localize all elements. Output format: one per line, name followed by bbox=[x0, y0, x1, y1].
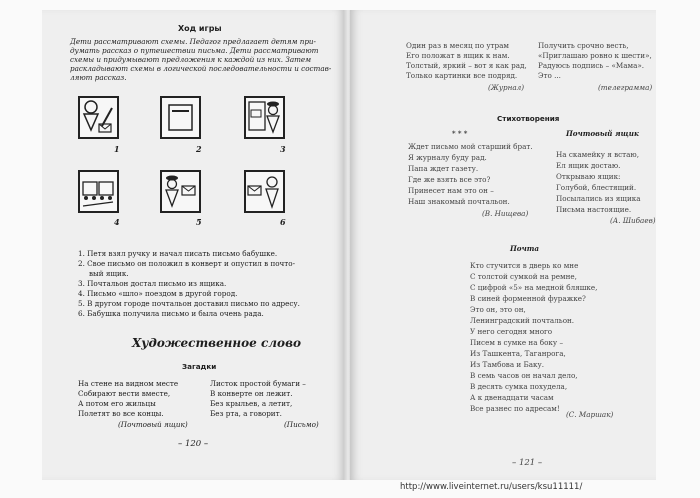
poem3-line-3: С цифрой «5» на медной бляшке, bbox=[470, 283, 598, 292]
poem3-line-7: У него сегодня много bbox=[470, 327, 553, 336]
intro-line-4: раскладывают схемы в логической последовательности и состав- bbox=[70, 64, 332, 73]
poem1-author: (В. Нищева) bbox=[482, 209, 529, 218]
poem1-line-6: Наш знакомый почтальон. bbox=[408, 197, 510, 206]
poem3-line-2: С толстой сумкой на ремне, bbox=[470, 272, 577, 281]
postman-mailbox-icon bbox=[246, 98, 283, 137]
mailbox-icon bbox=[162, 98, 199, 137]
scheme-panel-2 bbox=[160, 96, 201, 139]
panel-number-4: 4 bbox=[114, 217, 120, 227]
poem-stars: * * * bbox=[452, 129, 468, 138]
top-right-line-4: Это ... bbox=[538, 71, 561, 80]
train-icon bbox=[80, 172, 117, 211]
poem3-line-13: А к двенадцати часам bbox=[470, 393, 554, 402]
poem3-line-4: В синей форменной фуражке? bbox=[470, 294, 586, 303]
scheme-panel-4 bbox=[78, 170, 119, 213]
top-right-line-1: Получить срочно весть, bbox=[538, 41, 629, 50]
panel-number-6: 6 bbox=[280, 217, 286, 227]
step-line-6: 5. В другом городе почтальон доставил письмо по адресу. bbox=[78, 299, 300, 308]
riddle2-line-4: Без рта, а говорит. bbox=[210, 409, 282, 418]
top-left-answer: (Журнал) bbox=[488, 83, 525, 92]
poem3-line-12: В десять сумка похудела, bbox=[470, 382, 568, 391]
top-left-line-2: Его положат в ящик к нам. bbox=[406, 51, 510, 60]
poem3-title: Почта bbox=[510, 244, 539, 253]
left-page-number: – 120 – bbox=[178, 439, 209, 449]
top-left-line-1: Один раз в месяц по утрам bbox=[406, 41, 510, 50]
poem3-line-1: Кто стучится в дверь ко мне bbox=[470, 261, 579, 270]
intro-line-5: ляют рассказ. bbox=[70, 73, 127, 82]
poem3-line-5: Это он, это он, bbox=[470, 305, 526, 314]
poem2-line-1: На скамейку я встаю, bbox=[556, 150, 639, 159]
riddle1-line-4: Полетят во все концы. bbox=[78, 409, 164, 418]
top-right-answer: (телеграмма) bbox=[598, 83, 653, 92]
scheme-panel-6 bbox=[244, 170, 285, 213]
scheme-panel-3 bbox=[244, 96, 285, 139]
scheme-panel-5 bbox=[160, 170, 201, 213]
poem1-line-2: Я журналу буду рад. bbox=[408, 153, 487, 162]
poem1-line-5: Принесет нам это он – bbox=[408, 186, 494, 195]
poem1-line-4: Где же взять все это? bbox=[408, 175, 491, 184]
grandmother-letter-icon bbox=[246, 172, 283, 211]
riddle2-line-2: В конверте он лежит. bbox=[210, 389, 293, 398]
intro-line-3: схемы и придумывают предложения к каждой из них. Затем bbox=[70, 55, 312, 64]
step-line-3: вый ящик. bbox=[89, 269, 129, 278]
poem2-line-2: Ел ящик достаю. bbox=[556, 161, 621, 170]
panel-number-2: 2 bbox=[196, 144, 202, 154]
step-line-2: 2. Свое письмо он положил в конверт и опустил в почто- bbox=[78, 259, 296, 268]
poem2-author: (А. Шибаев) bbox=[610, 216, 656, 225]
intro-line-1: Дети рассматривают схемы. Педагог предлагает детям при- bbox=[70, 37, 316, 46]
poem3-line-9: Из Ташкента, Таганрога, bbox=[470, 349, 566, 358]
riddle2-line-3: Без крыльев, а летит, bbox=[210, 399, 293, 408]
riddle1-line-1: На стене на видном месте bbox=[78, 379, 179, 388]
right-page-number: – 121 – bbox=[512, 458, 543, 468]
riddle1-line-2: Собирают вести вместе, bbox=[78, 389, 171, 398]
poem1-line-1: Ждет письмо мой старший брат. bbox=[408, 142, 533, 151]
poem3-line-6: Ленинградский почтальон. bbox=[470, 316, 575, 325]
poems-title: Стихотворения bbox=[497, 114, 560, 123]
step-line-4: 3. Почтальон достал письмо из ящика. bbox=[78, 279, 227, 288]
top-right-line-3: Радуюсь подпись – «Мама». bbox=[538, 61, 645, 70]
poem1-line-3: Папа ждет газету. bbox=[408, 164, 479, 173]
riddle1-line-3: А потом его жильцы bbox=[78, 399, 156, 408]
riddle2-line-1: Листок простой бумаги – bbox=[210, 379, 306, 388]
step-line-7: 6. Бабушка получила письмо и была очень рада. bbox=[78, 309, 264, 318]
step-line-1: 1. Петя взял ручку и начал писать письмо бабушке. bbox=[78, 249, 278, 258]
step-line-5: 4. Письмо «шло» поездом в другой город. bbox=[78, 289, 238, 298]
top-left-line-3: Толстый, яркий – вот я как рад, bbox=[406, 61, 527, 70]
poem3-line-11: В семь часов он начал дело, bbox=[470, 371, 578, 380]
boy-writing-icon bbox=[80, 98, 117, 137]
top-right-line-2: «Приглашаю ровно к шести», bbox=[538, 51, 652, 60]
game-heading: Ход игры bbox=[178, 24, 222, 33]
panel-number-3: 3 bbox=[280, 144, 286, 154]
poem2-line-4: Голубой, блестящий. bbox=[556, 183, 637, 192]
riddle2-answer: (Письмо) bbox=[284, 420, 319, 429]
poem3-line-14: Все разнес по адресам! bbox=[470, 404, 560, 413]
poem2-line-6: Письма настоящие. bbox=[556, 205, 632, 214]
intro-line-2: думать рассказ о путешествии письма. Дети рассматривают bbox=[70, 46, 319, 55]
panel-number-5: 5 bbox=[196, 217, 202, 227]
poem3-line-8: Писем в сумке на боку – bbox=[470, 338, 564, 347]
scheme-panel-1 bbox=[78, 96, 119, 139]
section-title: Художественное слово bbox=[132, 336, 301, 350]
panel-number-1: 1 bbox=[114, 144, 120, 154]
riddles-title: Загадки bbox=[182, 362, 217, 371]
riddle1-answer: (Почтовый ящик) bbox=[118, 420, 188, 429]
postman-letter-icon bbox=[162, 172, 199, 211]
source-url: http://www.liveinternet.ru/users/ksu11111/ bbox=[400, 482, 583, 492]
poem3-author: (С. Маршак) bbox=[566, 410, 614, 419]
poem2-title: Почтовый ящик bbox=[566, 129, 639, 138]
poem2-line-3: Открываю ящик: bbox=[556, 172, 621, 181]
poem2-line-5: Посылались из ящика bbox=[556, 194, 641, 203]
top-left-line-4: Только картинки все подряд. bbox=[406, 71, 518, 80]
poem3-line-10: Из Тамбова и Баку. bbox=[470, 360, 545, 369]
